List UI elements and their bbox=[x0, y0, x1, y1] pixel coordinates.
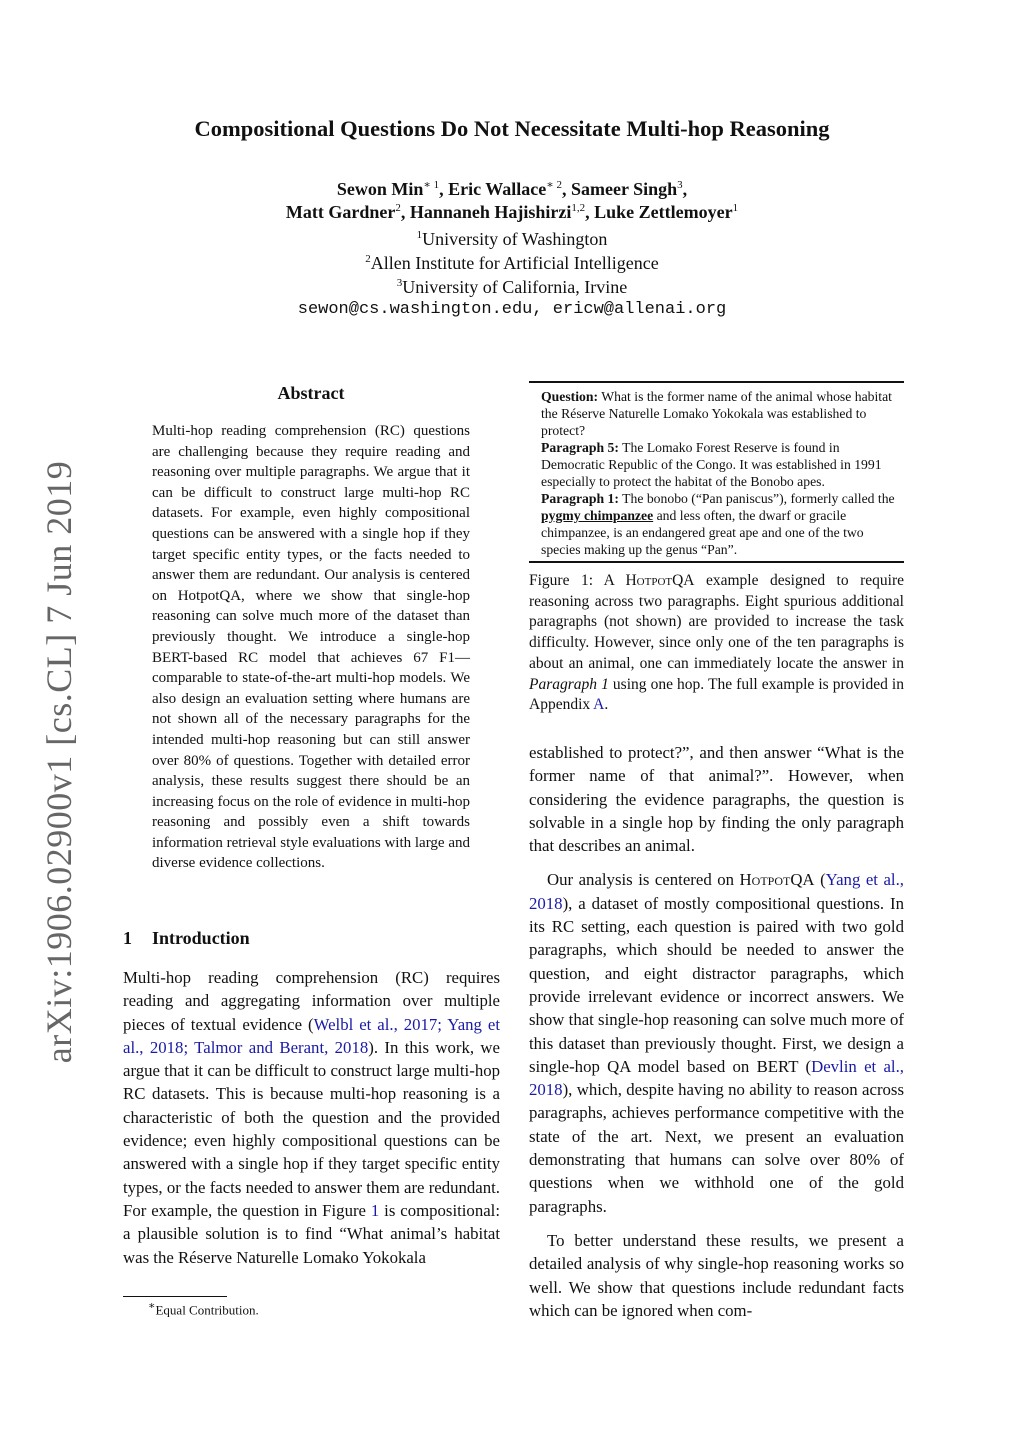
author-name: Matt Gardner bbox=[285, 202, 396, 222]
arxiv-identifier: arXiv:1906.02900v1 [cs.CL] 7 Jun 2019 bbox=[39, 460, 79, 1064]
footnote-rule bbox=[123, 1296, 227, 1297]
author-name: Sameer Singh bbox=[570, 179, 678, 199]
paragraph: established to protect?”, and then answer “What is the former name of that animal?”. However, when considering the evidence paragraphs, the question is solvable in a single hop by finding the only paragraph that describes an animal. bbox=[529, 743, 904, 856]
affiliation: $^1$University of Washington bbox=[416, 229, 608, 249]
figure-caption: Figure 1: A HotpotQA example designed to require reasoning across two paragraphs. Eight spurious additional paragraphs (not shown) are provided to increase the task difficulty. However, since only one of the ten paragraphs is about an animal, one can immediately locate the answer in Paragraph 1 using one hop. The full example is provided in Appendix A. bbox=[529, 572, 904, 714]
answer-highlight: pygmy chimpanzee bbox=[541, 508, 654, 523]
author-name: Luke Zettlemoyer bbox=[594, 202, 733, 222]
affiliation: $^2$Allen Institute for Artificial Intelligence bbox=[365, 253, 659, 273]
footnote: ∗Equal Contribution. bbox=[148, 1300, 259, 1318]
author-line-2: Matt Gardner$^2$, Hannaneh Hajishirzi$^{1,2}$, Luke Zettlemoyer$^1$ bbox=[285, 202, 739, 222]
figure-1-box bbox=[529, 381, 904, 563]
section-heading: 1 Introduction bbox=[123, 928, 250, 948]
right-column-text bbox=[529, 741, 904, 1333]
citation-link[interactable]: Devlin et al., 2018 bbox=[529, 1056, 904, 1100]
author-name: Sewon Min bbox=[336, 179, 424, 199]
figure-paragraph-1: Paragraph 1: The bonobo (“Pan paniscus”), formerly called the pygmy chimpanzee and less often, the dwarf or gracile chimpanzee, is an endangered great ape and one of the two species making up the genus “Pan”. bbox=[541, 491, 895, 557]
arxiv-sidebar bbox=[34, 462, 84, 1062]
abstract-heading: Abstract bbox=[277, 383, 345, 403]
author-line-1: Sewon Min$^{∗ 1}$, Eric Wallace$^{∗ 2}$, Sameer Singh$^3$, bbox=[336, 179, 688, 199]
figure-paragraph-5: Paragraph 5: The Lomako Forest Reserve is found in Democratic Republic of the Congo. It was established in 1991 especially to protect the habitat of the Bonobo apes. bbox=[541, 440, 882, 489]
figure-question: Question: What is the former name of the animal whose habitat the Réserve Naturelle Lomako Yokokala was established to protect? bbox=[541, 389, 892, 438]
author-name: Eric Wallace bbox=[448, 179, 547, 199]
affiliation: $^3$University of California, Irvine bbox=[396, 277, 628, 297]
paragraph: To better understand these results, we present a detailed analysis of why single-hop reasoning works so well. We show that questions include redundant facts which can be ignored when com- bbox=[529, 1230, 904, 1320]
abstract-body: Multi-hop reading comprehension (RC) questions are challenging because they require reading and reasoning over multiple paragraphs. We argue that it can be difficult to construct large multi-hop RC datasets. For example, even highly compositional questions can be answered with a single hop if they target specific entity types, or the facts needed to answer them are redundant. Our analysis is centered on HotpotQA, where we show that single-hop reasoning can solve much more of the dataset than previously thought. We introduce a single-hop BERT-based RC model that achieves 67 F1—comparable to state-of-the-art multi-hop models. We also design an evaluation setting where humans are not shown all of the necessary paragraphs for the intended multi-hop reasoning but can still answer over 80% of questions. Together with detailed error analysis, these results suggest there should be an increasing focus on the role of evidence in multi-hop reasoning and possibly even a shift towards information retrieval style evaluations with large and diverse evidence collections. bbox=[152, 423, 470, 872]
paper-title: Compositional Questions Do Not Necessitate Multi-hop Reasoning bbox=[194, 116, 830, 141]
author-emails[interactable]: sewon@cs.washington.edu, ericw@allenai.org bbox=[297, 300, 727, 319]
figure-link[interactable]: 1 bbox=[370, 1200, 380, 1220]
citation-link[interactable]: Yang et al., 2018 bbox=[529, 870, 904, 913]
paragraph: Our analysis is centered on HotpotQA (Yang et al., 2018), a dataset of mostly compositional questions. In its RC setting, each question is paired with two gold paragraphs, which should be needed to answer the question, and eight distractor paragraphs, which provide irrelevant evidence or incorrect answers. We show that single-hop reasoning can solve much more of this dataset than previously thought. First, we design a single-hop QA model based on BERT (Devlin et al., 2018), which, despite having no ability to reason across paragraphs, achieves performance competitive with the state of the art. Next, we present an evaluation demonstrating that humans can solve over 80% of questions when we withhold one of the gold paragraphs. bbox=[529, 870, 904, 1216]
intro-paragraph: Multi-hop reading comprehension (RC) requires reading and aggregating information over multiple pieces of textual evidence (Welbl et al., 2017; Yang et al., 2018; Talmor and Berant, 2018). In this work, we argue that it can be difficult to construct large multi-hop RC datasets. This is because multi-hop reasoning is a characteristic of both the question and the provided evidence; even highly compositional questions can be answered with a single hop if they target specific entity types, or the facts needed to answer them are redundant. For example, the question in Figure 1 is compositional: a plausible solution is to find “What animal’s habitat was the Réserve Naturelle Lomako Yokokala bbox=[123, 968, 500, 1267]
citation-link[interactable]: Welbl et al., 2017; Yang et al., 2018; Talmor and Berant, 2018 bbox=[123, 1014, 500, 1057]
author-name: Hannaneh Hajishirzi bbox=[409, 202, 572, 222]
appendix-link[interactable]: A bbox=[593, 696, 605, 714]
